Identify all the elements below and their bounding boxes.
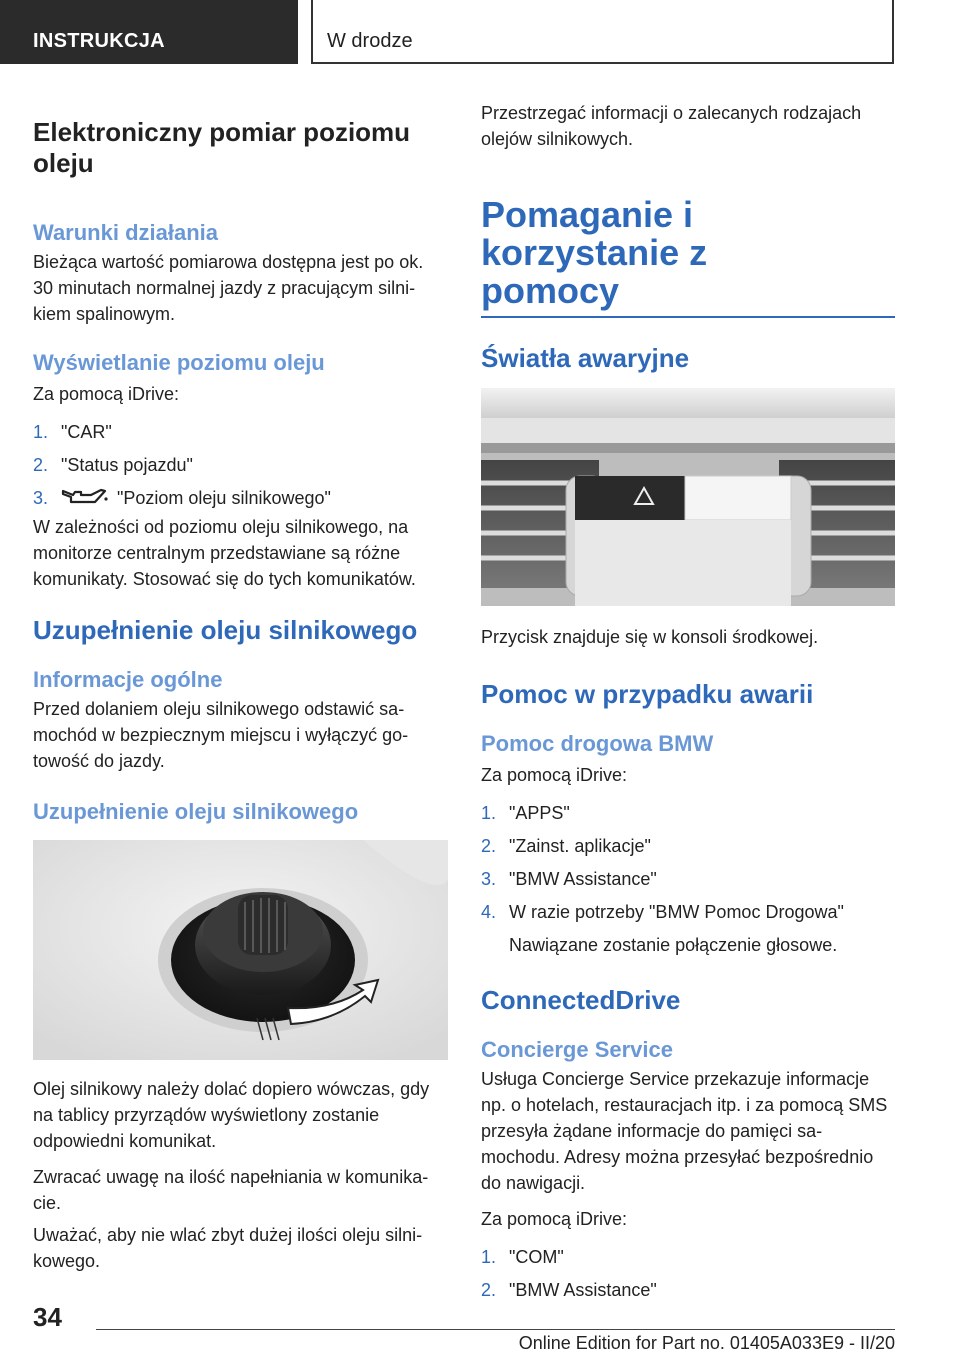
left-column [33,100,448,1274]
section-title-connecteddrive: ConnectedDrive [481,985,681,1015]
paragraph-concierge: Usługa Concierge Service przekazuje informacje np. o hotelach, restauracjach itp. i za pomocą SMS przesyła żądane informacje do pamięci sa-mochodu. Adresy można przesyłać bezpośrednio do nawigacji. [481,1069,888,1193]
paragraph-refill-warning: Uważać, aby nie wlać zbyt dużej ilości oleju silni-kowego. [33,1224,423,1271]
paragraph-refill-when: Olej silnikowy należy dolać dopiero wówczas, gdy na tablicy przyrządów wyświetlony zostanie odpowiedni komunikat. [33,1078,430,1151]
list-item: 2. "Zainst. aplikacje" [481,836,651,856]
paragraph-general-info: Przed dolaniem oleju silnikowego odstawić sa-mochód w bezpiecznym miejscu i wyłączyć go-towość do jazdy. [33,698,409,771]
section-title-hazard-lights: Światła awaryjne [481,343,690,373]
paragraph-idrive-intro: Za pomocą iDrive: [33,383,180,404]
section-title-breakdown-help: Pomoc w przypadku awarii [481,679,814,709]
paragraph-oil-types: Przestrzegać informacji o zalecanych rodzajach olejów silnikowych. [481,103,862,149]
header-tab-instrukcja [0,0,298,64]
list-item: 1. "CAR" [33,421,112,442]
paragraph-idrive-intro-2: Za pomocą iDrive: [481,765,628,785]
oil-filler-cap-image [33,840,448,1060]
list-item: 3. "BMW Assistance" [481,869,657,889]
oil-can-icon [61,486,109,508]
list-item: 1. "COM" [481,1247,564,1267]
subsection-concierge: Concierge Service [481,1037,673,1062]
list-item: 2. "BMW Assistance" [481,1280,657,1300]
subsection-oil-level-display: Wyświetlanie poziomu oleju [33,349,325,375]
roadside-steps [481,800,895,925]
list-item: 2. "Status pojazdu" [33,454,193,475]
header-tab-section [311,0,894,64]
subsection-operating-conditions: Warunki działania [33,219,219,245]
list-item: 4. W razie potrzeby "BMW Pomoc Drogowa" [481,902,844,922]
section-title-oil-refill: Uzupełnienie oleju silnikowego [33,614,418,645]
paragraph-voice-connection: Nawiązane zostanie połączenie głosowe. [509,935,838,955]
oil-level-steps [33,419,448,511]
hazard-button-image [481,388,895,606]
paragraph-oil-messages: W zależności od poziomu oleju silnikowego, na monitorze centralnym przedstawiane są różne komunikaty. Stosować się do tych komunikatów. [33,516,416,589]
subsection-general-info: Informacje ogólne [33,666,223,692]
header-right-label: W drodze [327,30,413,52]
paragraph-refill-quantity: Zwracać uwagę na ilość napełniania w komunika-cie. [33,1166,429,1213]
subsection-oil-refill: Uzupełnienie oleju silnikowego [33,798,359,824]
caption-hazard-button: Przycisk znajduje się w konsoli środkowej. [481,627,819,647]
chapter-title-help: Pomaganie i korzystanie z pomocy [481,194,708,311]
list-item: 3. "Poziom oleju silnikowego" [33,487,331,508]
footer-divider [96,1329,895,1330]
section-title-oil-measurement: Elektroniczny pomiar poziomu oleju [33,117,411,179]
paragraph-operating-conditions: Bieżąca wartość pomiarowa dostępna jest po ok. 30 minutach normalnej jazdy z pracującym silni-kiem spalinowym. [33,251,424,324]
right-column [481,100,895,1310]
header-left-label: INSTRUKCJA [33,30,165,52]
concierge-steps [481,1244,895,1303]
subsection-bmw-roadside: Pomoc drogowa BMW [481,731,714,756]
footer-edition: Online Edition for Part no. 01405A033E9 - II/20 [518,1333,895,1353]
paragraph-idrive-intro-3: Za pomocą iDrive: [481,1209,628,1229]
page-number: 34 [33,1302,62,1332]
list-item: 1. "APPS" [481,803,570,823]
